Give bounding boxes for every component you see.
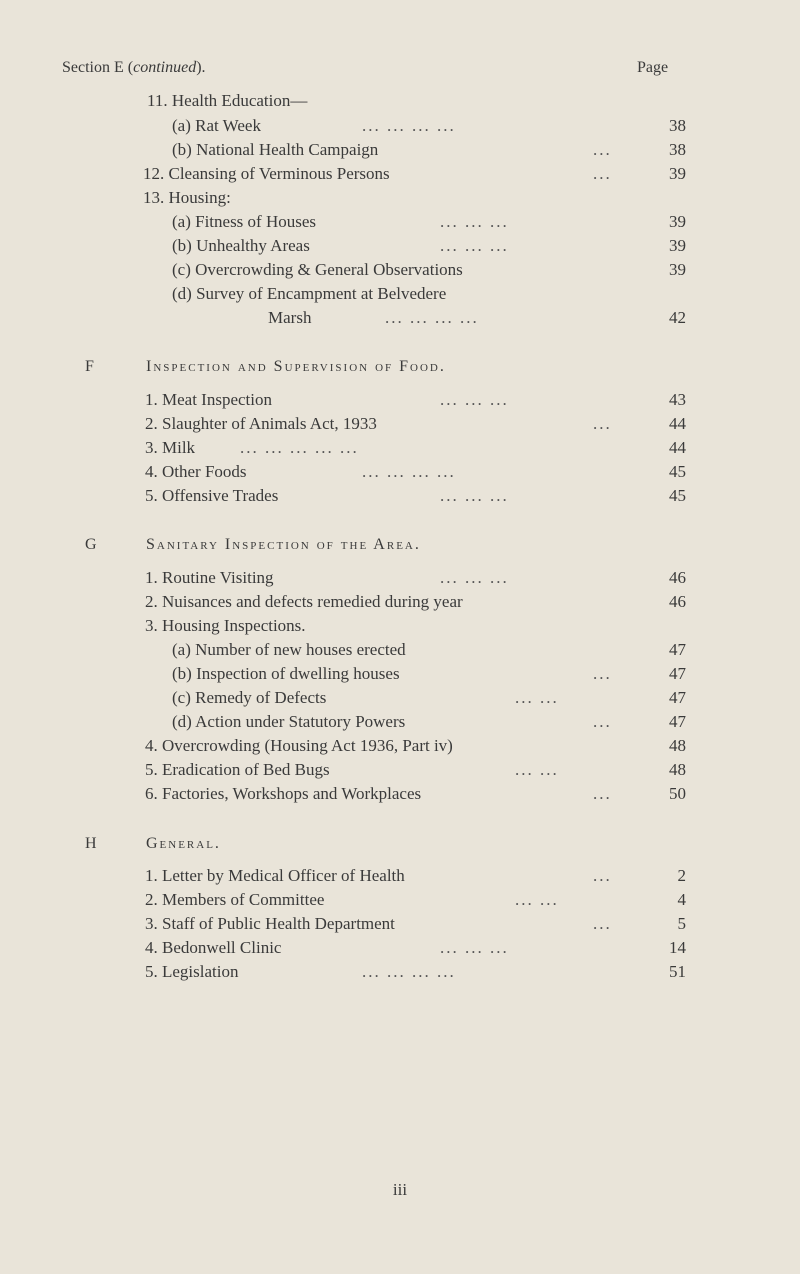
section-letter: G — [85, 536, 99, 553]
entry-page: 44 — [669, 414, 686, 433]
section-letter: F — [85, 358, 96, 375]
entry-text: (d) Action under Statutory Powers — [172, 712, 406, 731]
leader-dots: ... ... ... — [440, 938, 509, 957]
entry-text: 5. Eradication of Bed Bugs — [145, 760, 330, 779]
toc-entry — [0, 614, 800, 638]
leader-dots: ... ... ... ... ... — [240, 438, 359, 457]
section-header-continued: continued — [133, 59, 197, 76]
section-header-row — [0, 56, 800, 80]
entry-page: 39 — [669, 164, 686, 183]
entry-page: 44 — [669, 438, 686, 457]
section-header — [62, 56, 206, 80]
leader-dots: ... ... ... ... — [362, 462, 456, 481]
entry-page: 48 — [669, 736, 686, 755]
entry-text: 3. Staff of Public Health Department — [145, 914, 395, 933]
leader-dots: ... ... ... — [440, 390, 509, 409]
entry-text: 4. Other Foods — [145, 462, 247, 481]
entry-text: 12. Cleansing of Verminous Persons — [143, 164, 390, 183]
entry-page: 39 — [669, 212, 686, 231]
toc-entry — [0, 960, 800, 984]
entry-text: (b) Inspection of dwelling houses — [172, 664, 400, 683]
leader-dots: ... ... ... — [440, 212, 509, 231]
entry-page: 47 — [669, 640, 686, 659]
toc-entry — [0, 662, 800, 686]
leader-dots: ... ... — [515, 760, 559, 779]
entry-text: (b) National Health Campaign — [172, 140, 379, 159]
toc-entry — [0, 282, 800, 306]
toc-entry — [0, 782, 800, 806]
entry-text: 1. Routine Visiting — [145, 568, 274, 587]
section-header-suffix: ). — [196, 59, 206, 76]
entry-page: 39 — [669, 236, 686, 255]
entry-text: (d) Survey of Encampment at Belvedere — [172, 284, 447, 303]
entry-text: 5. Offensive Trades — [145, 486, 279, 505]
entry-page: 42 — [669, 308, 686, 327]
footer-page-number: iii — [392, 1180, 408, 1199]
entry-text: 1. Meat Inspection — [145, 390, 272, 409]
entry-text: 6. Factories, Workshops and Workplaces — [145, 784, 422, 803]
toc-entry — [0, 412, 800, 436]
toc-entry — [0, 912, 800, 936]
entry-text: 4. Overcrowding (Housing Act 1936, Part iv) — [145, 736, 453, 755]
toc-entry — [0, 89, 800, 113]
leader-dots: ... ... ... ... — [385, 308, 479, 327]
toc-entry — [0, 758, 800, 782]
toc-entry — [0, 710, 800, 734]
entry-page: 51 — [669, 962, 686, 981]
entry-page: 45 — [669, 462, 686, 481]
entry-text: (c) Remedy of Defects — [172, 688, 327, 707]
leader-dots: ... ... ... — [440, 486, 509, 505]
entry-page: 14 — [669, 938, 686, 957]
entry-text: 5. Legislation — [145, 962, 239, 981]
toc-entry — [0, 436, 800, 460]
entry-text: (b) Unhealthy Areas — [172, 236, 310, 255]
entry-page: 38 — [669, 140, 686, 159]
leader-dots: ... ... ... — [440, 568, 509, 587]
entry-text: 1. Letter by Medical Officer of Health — [145, 866, 405, 885]
entry-text: (a) Fitness of Houses — [172, 212, 317, 231]
entry-page: 4 — [677, 890, 686, 909]
entry-text: 3. Milk — [145, 438, 196, 457]
entry-page: 47 — [669, 688, 686, 707]
leader-dots: ... ... ... — [440, 236, 509, 255]
section-header-prefix: Section E ( — [62, 59, 134, 76]
entry-text: (c) Overcrowding & General Observations — [172, 260, 463, 279]
entry-page: 2 — [677, 866, 686, 885]
entry-page: 38 — [669, 116, 686, 135]
entry-text: 3. Housing Inspections. — [145, 616, 306, 635]
entry-page: 5 — [677, 914, 686, 933]
leader-dots: ... — [593, 784, 612, 803]
toc-entry — [0, 388, 800, 412]
entry-page: 45 — [669, 486, 686, 505]
toc-entry — [0, 888, 800, 912]
toc-entry — [0, 460, 800, 484]
toc-entry — [0, 686, 800, 710]
leader-dots: ... ... — [515, 688, 559, 707]
entry-text: 11. Health Education— — [147, 91, 308, 110]
leader-dots: ... — [593, 712, 612, 731]
entry-page: 46 — [669, 568, 686, 587]
toc-entry — [0, 484, 800, 508]
section-heading-g — [0, 533, 800, 557]
leader-dots: ... — [593, 866, 612, 885]
leader-dots: ... ... ... ... — [362, 962, 456, 981]
entry-page: 43 — [669, 390, 686, 409]
toc-entry — [0, 864, 800, 888]
leader-dots: ... ... — [515, 890, 559, 909]
section-title: Inspection and Supervision of Food. — [146, 358, 446, 375]
entry-text: 13. Housing: — [143, 188, 231, 207]
toc-entry — [0, 734, 800, 758]
page-column-label: Page — [637, 59, 669, 76]
toc-entry — [0, 638, 800, 662]
entry-text: 4. Bedonwell Clinic — [145, 938, 282, 957]
entry-text: 2. Slaughter of Animals Act, 1933 — [145, 414, 377, 433]
entry-text: (a) Number of new houses erected — [172, 640, 406, 659]
section-letter: H — [85, 835, 99, 852]
toc-entry — [0, 590, 800, 614]
entry-text: 2. Nuisances and defects remedied during year — [145, 592, 463, 611]
leader-dots: ... — [593, 164, 612, 183]
section-heading-f — [0, 355, 800, 379]
entry-page: 39 — [669, 260, 686, 279]
leader-dots: ... ... ... ... — [362, 116, 456, 135]
toc-entry — [0, 306, 800, 330]
entry-page: 47 — [669, 712, 686, 731]
section-heading-h — [0, 832, 800, 856]
entry-text: (a) Rat Week — [172, 116, 261, 135]
leader-dots: ... — [593, 140, 612, 159]
entry-page: 48 — [669, 760, 686, 779]
toc-entry — [0, 566, 800, 590]
leader-dots: ... — [593, 414, 612, 433]
toc-entry — [0, 936, 800, 960]
toc-entry — [0, 114, 800, 138]
leader-dots: ... — [593, 664, 612, 683]
leader-dots: ... — [593, 914, 612, 933]
entry-page: 46 — [669, 592, 686, 611]
toc-entry — [0, 162, 800, 186]
toc-entry — [0, 138, 800, 162]
entry-text: Marsh — [268, 308, 312, 327]
section-title: General. — [146, 835, 221, 852]
toc-entry — [0, 210, 800, 234]
toc-entry — [0, 234, 800, 258]
entry-page: 50 — [669, 784, 686, 803]
toc-entry — [0, 186, 800, 210]
entry-page: 47 — [669, 664, 686, 683]
section-title: Sanitary Inspection of the Area. — [146, 536, 421, 553]
toc-entry — [0, 258, 800, 282]
entry-text: 2. Members of Committee — [145, 890, 325, 909]
